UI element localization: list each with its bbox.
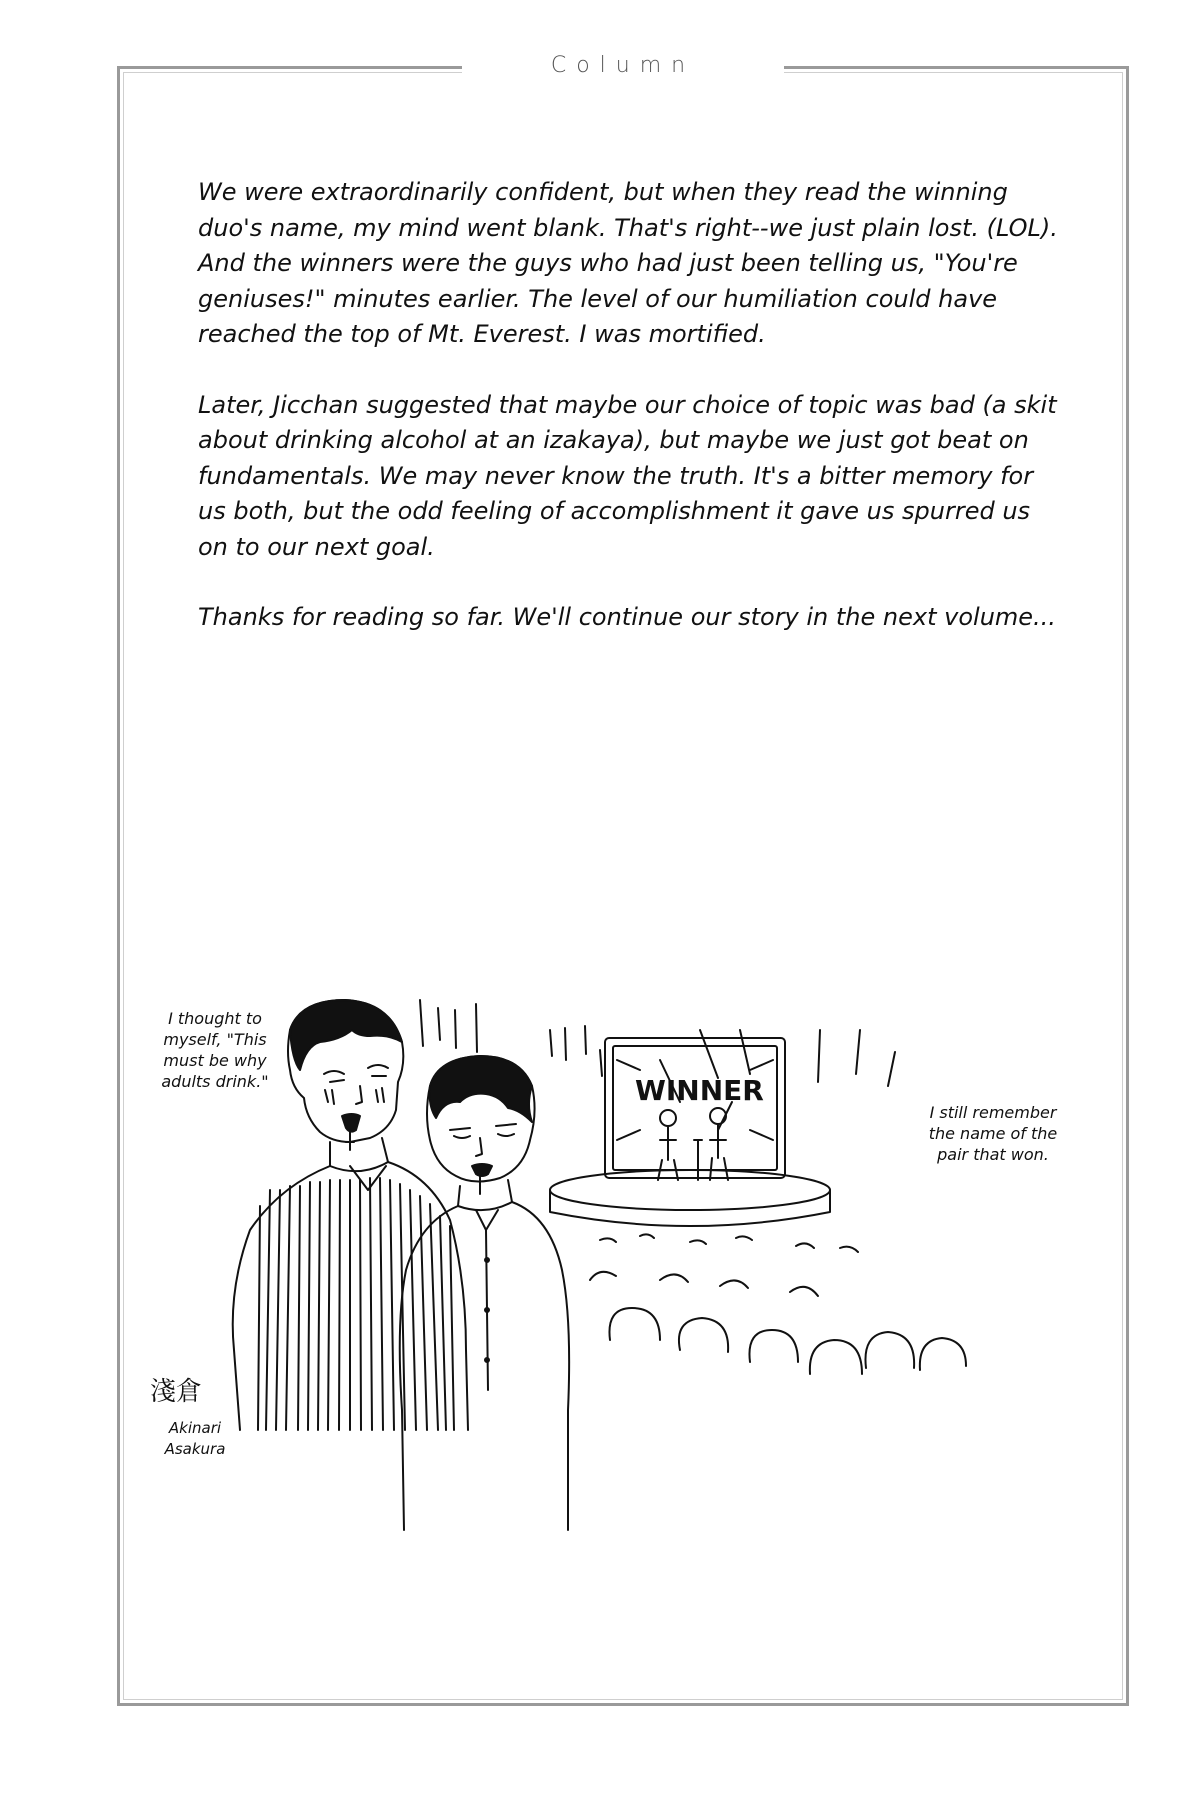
winner-text: WINNER: [635, 1074, 764, 1107]
paragraph-3: Thanks for reading so far. We'll continue our story in the next volume...: [198, 603, 1056, 631]
winner-screen: [605, 1038, 785, 1180]
signature-name: Akinari Asakura: [164, 1419, 226, 1458]
signature-kanji: 淺倉: [150, 1377, 203, 1407]
audience: [590, 1234, 966, 1374]
person-right: [400, 1056, 569, 1530]
paragraph-2: Later, Jicchan suggested that maybe our choice of topic was bad (a skit about drinking alcohol at an izakaya), but maybe we just got beat on fundamentals. We may never know the truth. It's a bitter memory for us both, but the odd feeling of accomplishment it gave us spurred us on to our next goal.: [198, 390, 1057, 561]
caption-right: I still remember the name of the pair that won.: [928, 1103, 1058, 1164]
signature-mark: [150, 1377, 202, 1407]
caption-left: I thought to myself, "This must be why adults drink.": [161, 1009, 269, 1091]
column-body: [198, 175, 1058, 671]
paragraph-1: We were extraordinarily confident, but when they read the winning duo's name, my mind went blank. That's right--we just plain lost. (LOL). And the winners were the guys who had just been telling us, "You're geniuses!" minutes earlier. The level of our humiliation could have reached the top of Mt. Everest. I was mortified.: [198, 178, 1058, 348]
person-left: [233, 1000, 468, 1430]
illustration: [120, 990, 1128, 1702]
column-title: Column: [550, 53, 696, 78]
